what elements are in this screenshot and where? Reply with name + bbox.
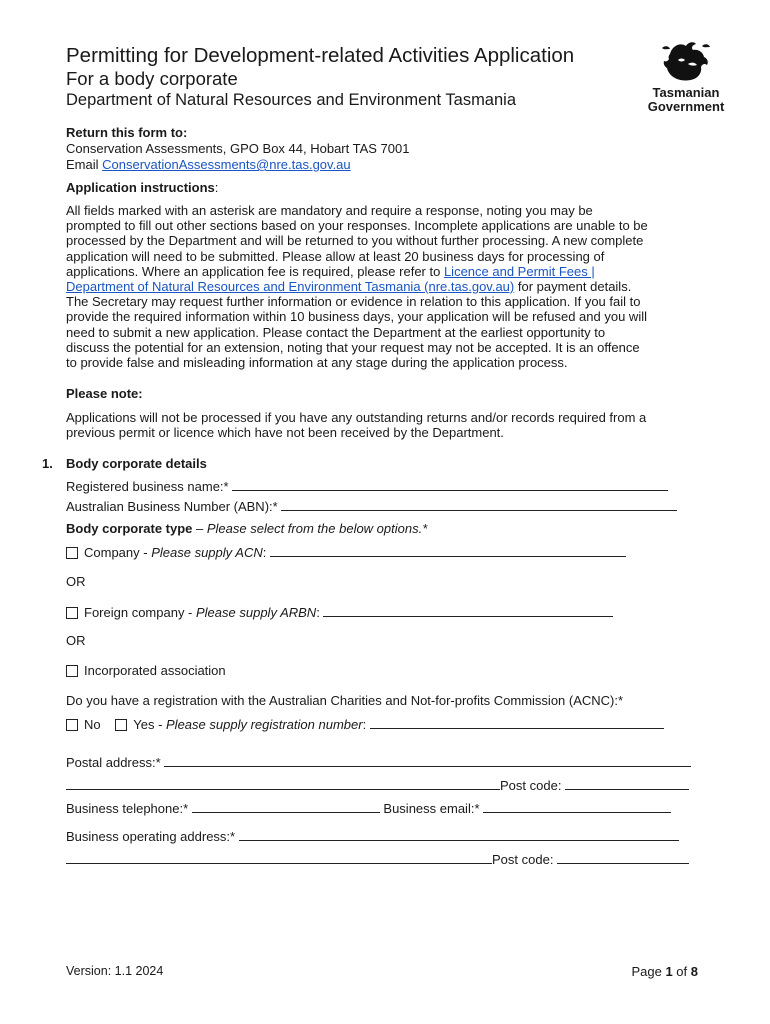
type-row: [66, 521, 427, 536]
return-email-row: [66, 157, 351, 172]
foreign-company-hint: Please supply ARBN: [196, 605, 317, 620]
incorporated-option: [66, 663, 226, 678]
operating-row: [66, 828, 679, 844]
instructions-line: The Secretary may request further information or evidence in relation to this application. If you fail to: [66, 294, 641, 310]
abn-field[interactable]: [281, 498, 677, 511]
instructions-line: discuss the potential for an extension, noting that your request may not be accepted. It is an offence: [66, 339, 640, 355]
business-email-label: Business email:*: [383, 801, 480, 816]
arbn-field[interactable]: [323, 604, 613, 617]
registered-name-label: Registered business name:*: [66, 479, 229, 494]
form-title: Permitting for Development-related Activities Application: [66, 44, 575, 67]
email-link[interactable]: ConservationAssessments@nre.tas.gov.au: [102, 157, 351, 172]
foreign-company-option: Foreign company - Please supply ARBN:: [66, 604, 613, 620]
incorporated-label: Incorporated association: [84, 663, 226, 678]
instructions-line: to provide false and misleading information at any stage during the application process.: [66, 355, 568, 371]
acnc-question: Do you have a registration with the Australian Charities and Not-for-profits Commission (ACNC):*: [66, 693, 624, 708]
contact-row: [66, 800, 671, 816]
acnc-no-label: No: [84, 717, 101, 732]
instructions-line: prompted to fill out other sections based on your responses. Incomplete applications are unable to be: [66, 218, 648, 234]
company-option: Company - Please supply ACN:: [66, 544, 626, 560]
registered-name-field[interactable]: [232, 478, 668, 491]
postal-address-field[interactable]: [164, 754, 691, 767]
return-heading: Return this form to:: [66, 125, 188, 140]
return-address: Conservation Assessments, GPO Box 44, Hobart TAS 7001: [66, 141, 410, 156]
logo-line2: Government: [647, 99, 725, 114]
instructions-line: processed by the Department and will be returned to you without further processing. A new complete: [66, 233, 644, 249]
operating-row-2: [66, 851, 689, 867]
or-text: OR: [66, 633, 86, 648]
version-text: Version: 1.1 2024: [66, 964, 164, 978]
acn-field[interactable]: [270, 544, 626, 557]
operating-postcode-field[interactable]: [557, 851, 689, 864]
company-label: Company -: [84, 545, 152, 560]
note-line: previous permit or licence which have not been received by the Department.: [66, 425, 504, 441]
postal-address-field-2[interactable]: [66, 777, 500, 790]
incorporated-checkbox[interactable]: [66, 665, 78, 677]
instructions-line: applications. Where an application fee is required, please refer to Licence and Permit Fees |: [66, 263, 595, 279]
operating-address-field[interactable]: [239, 828, 679, 841]
fees-link-part1[interactable]: Licence and Permit Fees |: [443, 263, 595, 279]
business-email-field[interactable]: [483, 800, 671, 813]
postcode-label: Post code:: [492, 852, 554, 867]
page-number: Page 1 of 8: [631, 964, 698, 979]
registered-name-row: [66, 478, 668, 494]
instructions-line: provide the required information within 10 business days, your application will be refused and you will: [66, 309, 647, 325]
abn-label: Australian Business Number (ABN):*: [66, 499, 278, 514]
logo-line1: Tasmanian: [652, 85, 720, 100]
fees-link-part2[interactable]: Department of Natural Resources and Environment Tasmania (nre.tas.gov.au): [66, 279, 515, 295]
type-label: Body corporate type: [66, 521, 193, 536]
department-name: Department of Natural Resources and Environment Tasmania: [66, 91, 517, 109]
instructions-heading: Application instructions: [66, 180, 215, 195]
postal-row: [66, 754, 691, 770]
postal-label: Postal address:*: [66, 755, 161, 770]
instructions-line: All fields marked with an asterisk are mandatory and require a response, noting you may be: [66, 203, 593, 218]
instructions-line: Department of Natural Resources and Environment Tasmania (nre.tas.gov.au) for payment details.: [66, 279, 632, 295]
instructions-heading-row: Application instructions:: [66, 180, 219, 195]
note-line: Applications will not be processed if you have any outstanding returns and/or records required from a: [66, 410, 647, 425]
note-heading: Please note:: [66, 386, 143, 401]
acnc-no-checkbox[interactable]: [66, 719, 78, 731]
company-checkbox[interactable]: [66, 547, 78, 559]
tasmanian-government-logo: [640, 40, 732, 116]
company-hint: Please supply ACN: [151, 545, 263, 560]
postal-row-2: [66, 777, 689, 793]
acnc-yes-hint: Please supply registration number: [166, 717, 363, 732]
telephone-field[interactable]: [192, 800, 380, 813]
instructions-paragraph: [66, 203, 648, 370]
or-text: OR: [66, 574, 86, 589]
foreign-company-checkbox[interactable]: [66, 607, 78, 619]
acnc-yes-checkbox[interactable]: [115, 719, 127, 731]
acnc-number-field[interactable]: [370, 716, 664, 729]
note-paragraph: [66, 410, 646, 440]
acnc-yes-label: Yes -: [133, 717, 167, 732]
foreign-company-label: Foreign company -: [84, 605, 196, 620]
operating-address-field-2[interactable]: [66, 851, 492, 864]
telephone-label: Business telephone:*: [66, 801, 189, 816]
instructions-line: application will need to be submitted. Please allow at least 20 business days for processing of: [66, 248, 605, 264]
tasmanian-devil-icon: [658, 40, 714, 86]
section-number: 1.: [42, 456, 53, 471]
operating-label: Business operating address:*: [66, 829, 236, 844]
type-hint: – Please select from the below options.*: [192, 521, 428, 536]
acnc-options: No Yes - Please supply registration number:: [66, 716, 664, 732]
abn-row: [66, 498, 677, 514]
postcode-label: Post code:: [500, 778, 562, 793]
instructions-line: need to submit a new application. Please contact the Department at the earliest opportunity to: [66, 324, 606, 340]
postal-postcode-field[interactable]: [565, 777, 689, 790]
section-title: Body corporate details: [66, 456, 207, 471]
email-label: Email: [66, 157, 103, 172]
form-subtitle: For a body corporate: [66, 68, 238, 89]
